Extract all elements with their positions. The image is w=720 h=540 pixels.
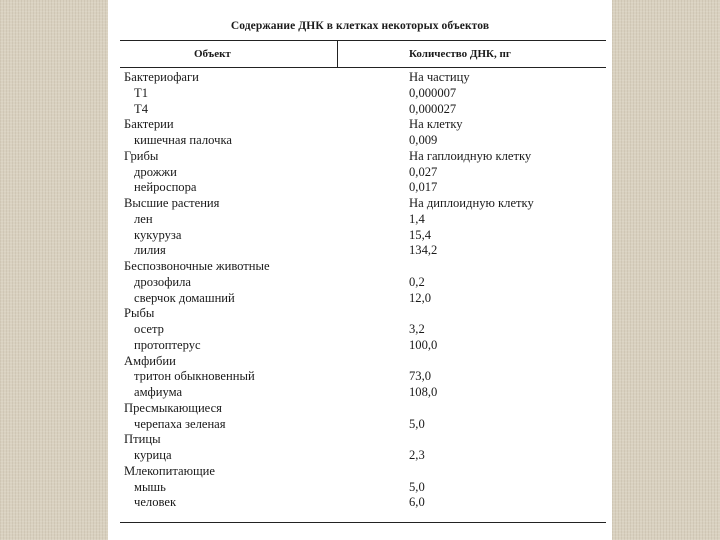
object-group-name: Рыбы xyxy=(124,306,155,321)
document-page xyxy=(108,0,612,540)
dna-amount-value: 73,0 xyxy=(409,369,432,384)
object-name: осетр xyxy=(134,322,164,336)
table-row xyxy=(124,133,604,149)
object-name: лен xyxy=(134,211,153,226)
table-row xyxy=(124,165,604,181)
table-row xyxy=(124,338,604,354)
object-name: человек xyxy=(134,495,177,510)
dna-amount-value: 5,0 xyxy=(409,479,425,494)
dna-amount-value: На частицу xyxy=(409,70,470,84)
table-top-rule xyxy=(120,40,606,41)
object-name: амфиума xyxy=(134,385,183,399)
dna-amount-value: 0,017 xyxy=(409,180,438,195)
table-title: Содержание ДНК в клетках некоторых объектов xyxy=(230,20,490,32)
dna-amount-value: 3,2 xyxy=(409,322,425,336)
dna-amount-value: 2,3 xyxy=(409,448,425,462)
dna-amount-value: 1,4 xyxy=(409,211,425,226)
dna-amount-value: 0,027 xyxy=(409,164,438,179)
table-row xyxy=(124,86,604,102)
object-group-name: Пресмыкающиеся xyxy=(124,400,222,415)
dna-amount-value: На диплоидную клетку xyxy=(409,196,534,210)
dna-amount-value: 0,000027 xyxy=(409,101,457,116)
object-name: лилия xyxy=(134,243,166,258)
object-name: нейроспора xyxy=(134,180,197,195)
table-row xyxy=(124,243,604,259)
table-row xyxy=(124,495,604,511)
dna-amount-value: 0,009 xyxy=(409,133,438,147)
column-divider xyxy=(337,40,338,68)
table-row xyxy=(124,212,604,228)
table-bottom-rule xyxy=(120,522,606,523)
object-name: дрозофила xyxy=(134,274,191,289)
table-row xyxy=(124,275,604,291)
table-row xyxy=(124,322,604,338)
table-row xyxy=(124,369,604,385)
object-group-name: Высшие растения xyxy=(124,196,220,210)
object-name: мышь xyxy=(134,479,166,494)
object-name: сверчок домашний xyxy=(134,290,235,305)
table-row xyxy=(124,149,604,165)
column-header-amount: Количество ДНК, пг xyxy=(409,48,511,60)
object-name: Т1 xyxy=(134,85,148,100)
dna-amount-value: 15,4 xyxy=(409,227,432,242)
dna-amount-value: 0,2 xyxy=(409,274,425,289)
object-name: дрожжи xyxy=(134,164,177,179)
dna-amount-value: На клетку xyxy=(409,117,463,132)
dna-amount-value: 100,0 xyxy=(409,337,438,352)
object-group-name: Беспозвоночные животные xyxy=(124,259,270,273)
table-row xyxy=(124,354,604,370)
object-name: кишечная палочка xyxy=(134,133,232,147)
object-group-name: Бактерии xyxy=(124,117,174,132)
table-row xyxy=(124,102,604,118)
table-row xyxy=(124,228,604,244)
object-group-name: Амфибии xyxy=(124,353,176,368)
object-name: тритон обыкновенный xyxy=(134,369,255,384)
dna-amount-value: 5,0 xyxy=(409,416,425,431)
table-row xyxy=(124,432,604,448)
table-row xyxy=(124,180,604,196)
table-row xyxy=(124,291,604,307)
table-row xyxy=(124,417,604,433)
object-name: кукуруза xyxy=(134,227,182,242)
dna-amount-value: 6,0 xyxy=(409,495,425,510)
table-row xyxy=(124,448,604,464)
dna-amount-value: 134,2 xyxy=(409,243,438,258)
table-row xyxy=(124,480,604,496)
column-header-object: Объект xyxy=(194,48,231,60)
object-name: протоптерус xyxy=(134,337,201,352)
dna-amount-value: 108,0 xyxy=(409,385,438,399)
object-group-name: Грибы xyxy=(124,148,159,163)
table-row xyxy=(124,385,604,401)
table-row xyxy=(124,259,604,275)
table-row xyxy=(124,401,604,417)
dna-amount-value: 0,000007 xyxy=(409,85,457,100)
object-name: Т4 xyxy=(134,101,148,116)
table-row xyxy=(124,196,604,212)
dna-amount-value: На гаплоидную клетку xyxy=(409,148,532,163)
table-row xyxy=(124,70,604,86)
object-name: курица xyxy=(134,448,172,462)
object-group-name: Бактериофаги xyxy=(124,70,199,84)
header-bottom-rule xyxy=(120,67,606,68)
table-row xyxy=(124,306,604,322)
table-row xyxy=(124,117,604,133)
dna-amount-value: 12,0 xyxy=(409,290,432,305)
object-name: черепаха зеленая xyxy=(134,416,226,431)
table-row xyxy=(124,464,604,480)
object-group-name: Птицы xyxy=(124,432,161,447)
object-group-name: Млекопитающие xyxy=(124,463,216,478)
